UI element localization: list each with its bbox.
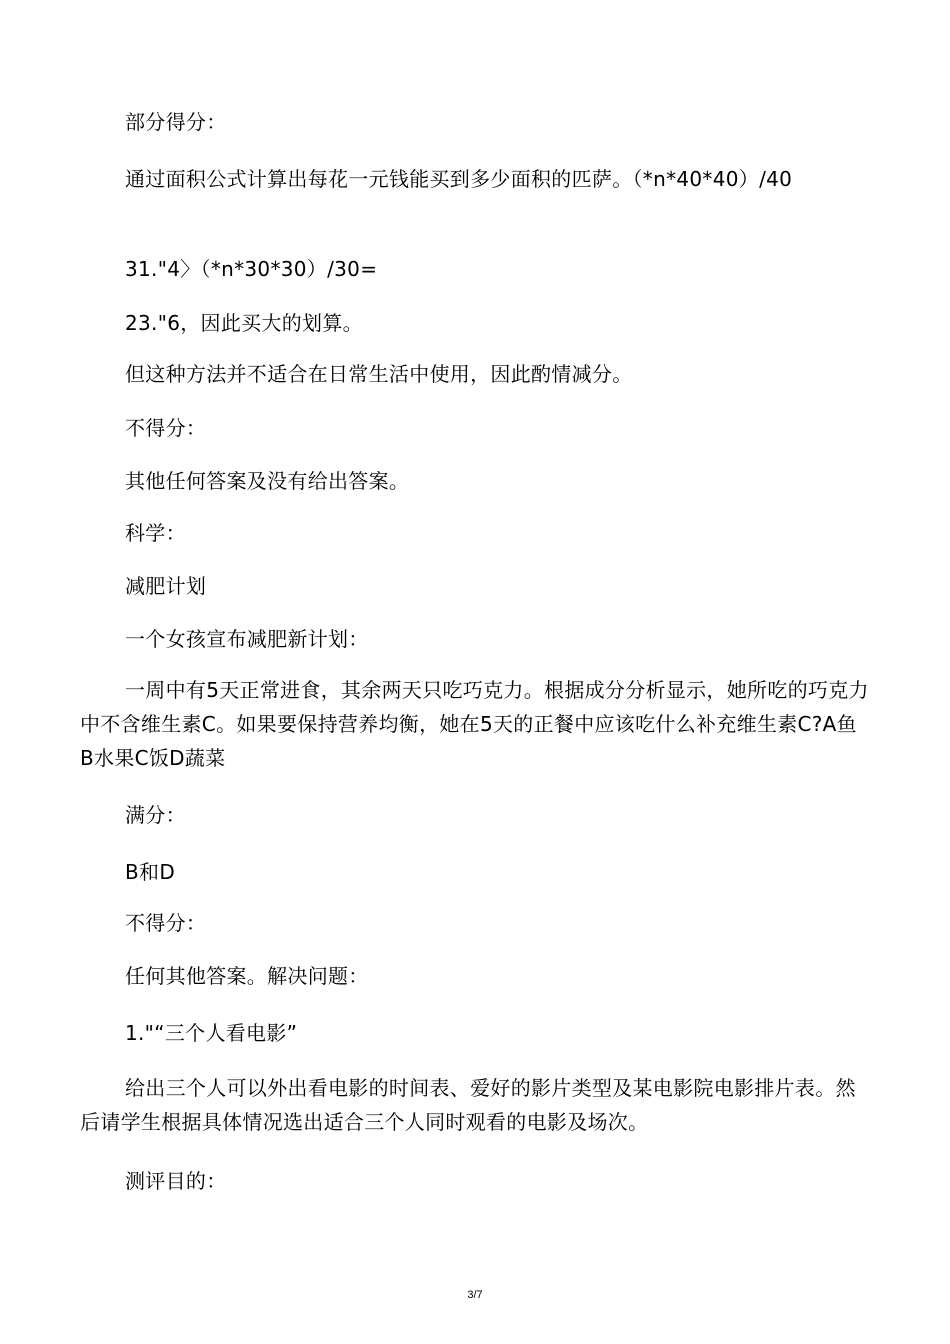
text-line-diet-intro: 一个女孩宣布减肥新计划：	[125, 627, 369, 651]
text-line-no-score-2: 不得分：	[125, 911, 207, 935]
text-line-no-score: 不得分：	[125, 416, 207, 440]
text-line-assessment-purpose: 测评目的：	[125, 1169, 227, 1193]
text-line-result: 23."6，因此买大的划算。	[125, 311, 363, 335]
text-line-problem-solving: 任何其他答案。解决问题：	[125, 964, 369, 988]
paragraph-diet-question: 一周中有5天正常进食，其余两天只吃巧克力。根据成分分析显示，她所吃的巧克力中不含维生素C。如果要保持营养均衡，她在5天的正餐中应该吃什么补充维生素C?A鱼B水果C饭D蔬菜	[80, 678, 869, 770]
text-line-partial-score: 部分得分：	[125, 110, 227, 134]
text-line-science-heading: 科学：	[125, 521, 186, 545]
page-number: 3/7	[467, 1289, 483, 1301]
paragraph-movie-task: 给出三个人可以外出看电影的时间表、爱好的影片类型及某电影院电影排片表。然后请学生根据具体情况选出适合三个人同时观看的电影及场次。	[80, 1076, 856, 1134]
text-line-other-answers: 其他任何答案及没有给出答案。	[125, 469, 410, 493]
text-line-area-formula: 通过面积公式计算出每花一元钱能买到多少面积的匹萨。（*n*40*40）/40	[125, 167, 793, 191]
text-line-movie-title: 1."“三个人看电影”	[125, 1021, 298, 1045]
text-line-formula-30: 31."4〉（*n*30*30）/30=	[125, 257, 378, 281]
text-line-deduction: 但这种方法并不适合在日常生活中使用，因此酌情减分。	[125, 362, 633, 386]
text-line-answer-bd: B和D	[125, 860, 176, 884]
text-line-full-score: 满分：	[125, 803, 186, 827]
text-line-diet-plan: 减肥计划	[125, 574, 207, 598]
